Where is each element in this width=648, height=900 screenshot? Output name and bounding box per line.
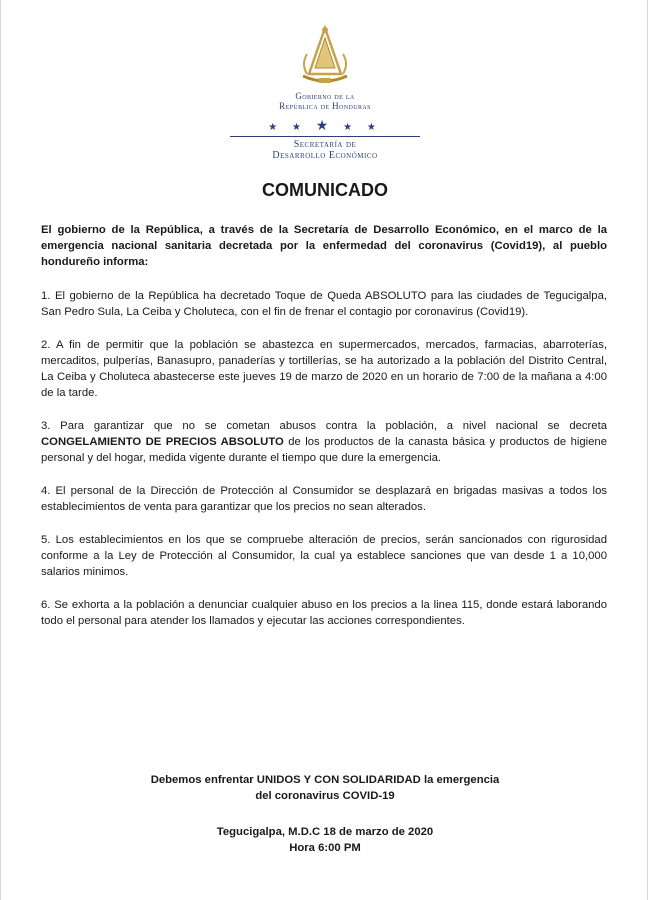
item-3-pre: 3. Para garantizar que no se cometan abusos contra la población, a nivel nacional se decreta xyxy=(41,420,607,432)
secretariat-line-2: Desarrollo Económico xyxy=(272,150,378,161)
stars-decoration xyxy=(1,117,648,133)
closing-statement xyxy=(1,772,648,804)
item-6: 6. Se exhorta a la población a denunciar cualquier abuso en los precios a la linea 115, donde estará laborando todo el personal para atender los llamados y ejecutar las acciones correspondientes. xyxy=(41,599,607,627)
header-divider xyxy=(230,136,420,137)
gov-line-1: Gobierno de la xyxy=(295,91,355,101)
item-3-bold: CONGELAMIENTO DE PRECIOS ABSOLUTO xyxy=(41,436,284,448)
document-title: COMUNICADO xyxy=(262,180,388,200)
item-4: 4. El personal de la Dirección de Protección al Consumidor se desplazará en brigadas masivas a todos los establecimientos de venta para garantizar que los precios no sean alterados. xyxy=(41,485,607,513)
star-icon: ★ xyxy=(366,122,382,133)
document-footer xyxy=(1,772,648,856)
issue-time: Hora 6:00 PM xyxy=(289,842,361,854)
gov-line-2: República de Honduras xyxy=(279,101,371,111)
item-2: 2. A fin de permitir que la población se abastezca en supermercados, mercados, farmacias, abarroterías, mercaditos, pulperías, Banasupro, panaderías y tortillerías, se ha autorizado a la población del Distrito Central, La Ceiba y Choluteca abastecerse este jueves 19 de marzo de 2020 en un horario de 7:00 de la mañana a 4:00 de la tarde. xyxy=(41,339,607,399)
star-icon: ★ xyxy=(268,122,284,133)
star-icon: ★ xyxy=(291,122,307,133)
closing-line-2: del coronavirus COVID-19 xyxy=(255,790,395,802)
document-body xyxy=(41,222,607,646)
item-5: 5. Los establecimientos en los que se compruebe alteración de precios, serán sancionados con rigurosidad conforme a la Ley de Protección al Consumidor, la cual ya establece sanciones que van desde 1 a 10,000 salarios minimos. xyxy=(41,534,607,578)
star-icon: ★ xyxy=(343,122,359,133)
star-icon: ★ xyxy=(315,117,335,133)
closing-line-1: Debemos enfrentar UNIDOS Y CON SOLIDARIDAD la emergencia xyxy=(150,774,500,786)
secretariat-line-1: Secretaría de xyxy=(293,139,357,150)
item-3-post: de los productos de la canasta básica y productos de higiene personal y del hogar, medida vigente durante el tiempo que dure la emergencia. xyxy=(41,436,607,464)
coat-of-arms-icon xyxy=(297,24,353,88)
item-1: 1. El gobierno de la República ha decretado Toque de Queda ABSOLUTO para las ciudades de Tegucigalpa, San Pedro Sula, La Ceiba y Choluteca, con el fin de frenar el contagio por coronavirus (Covid19). xyxy=(41,290,607,318)
item-3 xyxy=(41,418,607,466)
intro-paragraph: El gobierno de la República, a través de la Secretaría de Desarrollo Económico, en el marco de la emergencia nacional sanitaria decretada por la enfermedad del coronavirus (Covid19), al pueblo hondureño informa: xyxy=(41,224,607,268)
letterhead xyxy=(1,24,648,161)
place-date: Tegucigalpa, M.D.C 18 de marzo de 2020 xyxy=(216,826,434,838)
